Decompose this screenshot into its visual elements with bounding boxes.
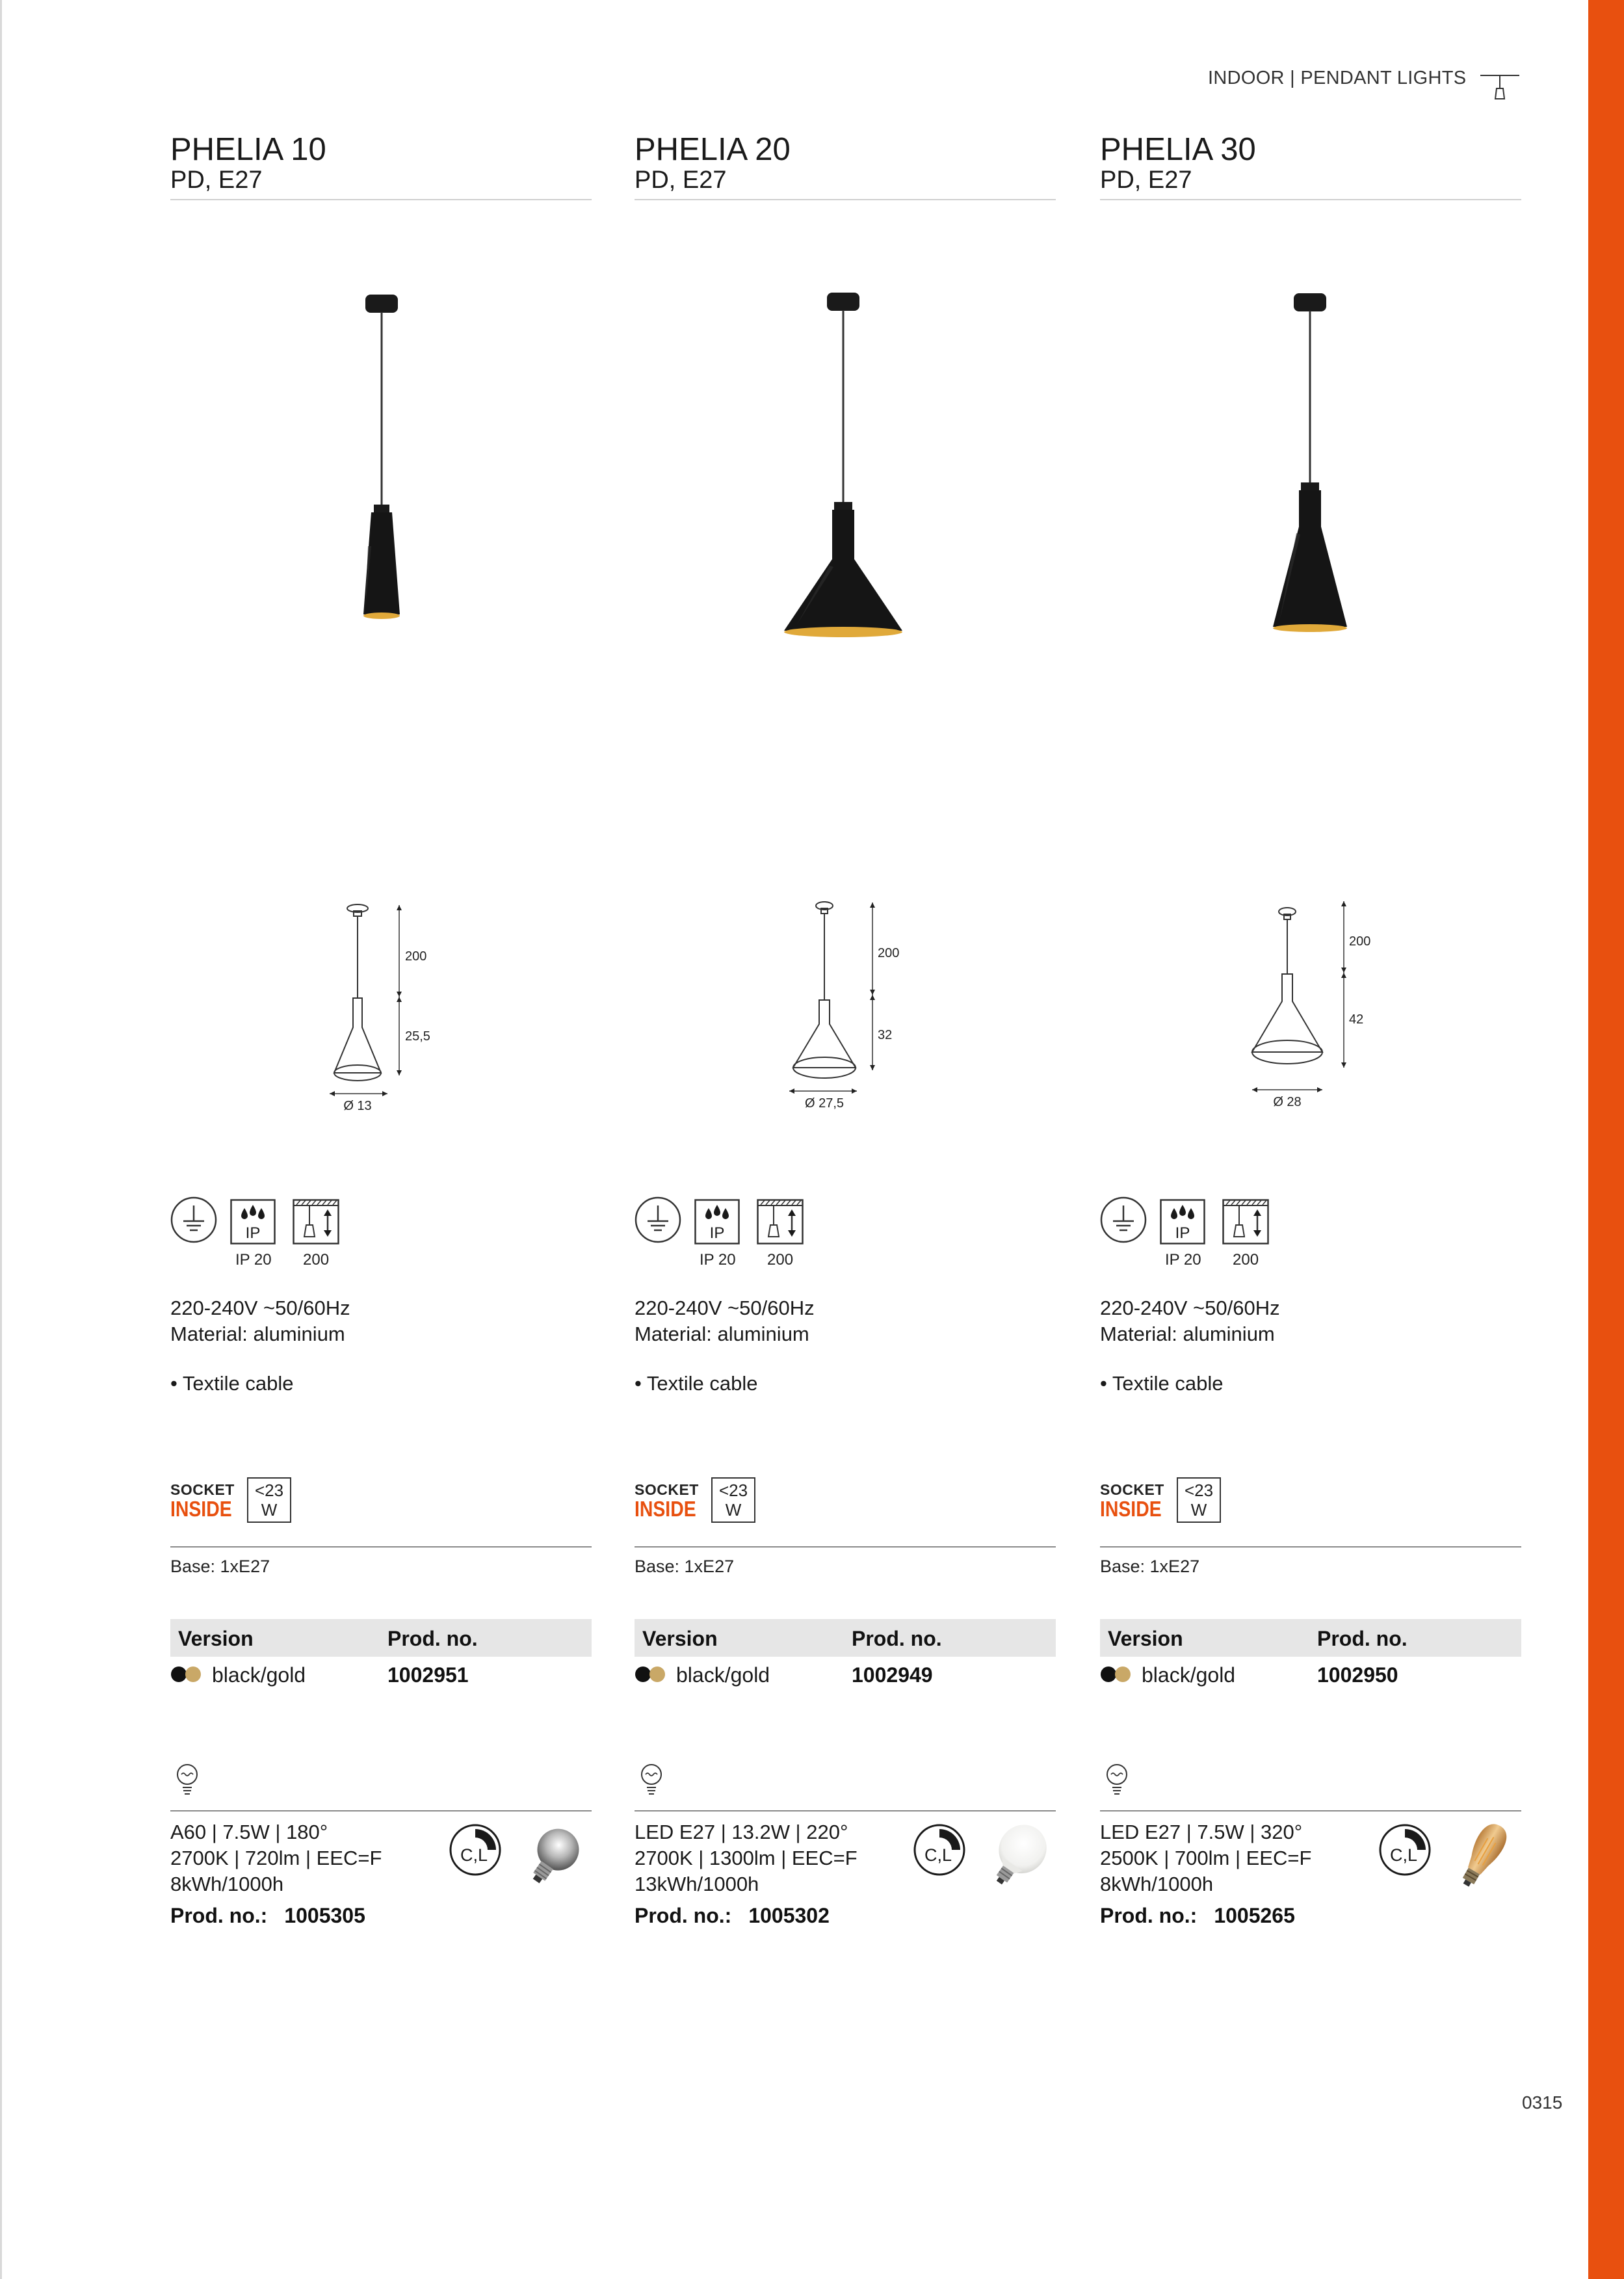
- dimension-drawing: [170, 891, 592, 1125]
- dimension-drawing: [1100, 891, 1521, 1125]
- product-title: PHELIA 20: [635, 132, 791, 167]
- dimmable-cl-icon: [449, 1823, 502, 1877]
- protective-earth-icon: [170, 1196, 217, 1243]
- version-value: black/gold: [1142, 1663, 1236, 1687]
- base-divider: [635, 1546, 1056, 1548]
- lamp-divider: [170, 1810, 592, 1811]
- prod-no-value: 1002951: [387, 1663, 469, 1687]
- ip-rating-caption: IP 20: [235, 1251, 272, 1269]
- dimmable-label: C,L: [1389, 1845, 1418, 1865]
- table-row: [170, 1657, 592, 1689]
- dimension-diameter-label: Ø 27,5: [804, 1096, 845, 1111]
- max-watt-box: [1177, 1477, 1221, 1523]
- max-watt-box: [247, 1477, 291, 1523]
- lamp-prod-no: [1100, 1904, 1295, 1928]
- max-watt-unit: W: [1190, 1500, 1207, 1520]
- version-column-header: Version: [178, 1627, 254, 1650]
- dimmable-cl-icon: [1378, 1823, 1432, 1877]
- lamp-prod-value: 1005265: [1214, 1904, 1295, 1927]
- version-table-header: [170, 1619, 592, 1657]
- accent-side-bar: [1588, 0, 1624, 2279]
- ip-rating-icon: [694, 1199, 740, 1245]
- dimmable-label: C,L: [460, 1845, 488, 1865]
- product-photo: [1100, 273, 1521, 663]
- lamp-divider: [1100, 1810, 1521, 1811]
- category-label: INDOOR | PENDANT LIGHTS: [1208, 68, 1467, 88]
- product-column-phelia-10: [170, 0, 593, 2279]
- lamp-prod-value: 1005302: [748, 1904, 830, 1927]
- light-bulb-icon: [174, 1763, 200, 1797]
- lamp-photo-a60-silver: [515, 1818, 586, 1903]
- page-number: 0315: [1522, 2092, 1563, 2113]
- suspension-caption: 200: [767, 1251, 794, 1269]
- base-divider: [1100, 1546, 1521, 1548]
- base-divider: [170, 1546, 592, 1548]
- lamp-prod-label: Prod. no.:: [170, 1904, 268, 1927]
- color-swatch-icon: [170, 1666, 204, 1683]
- material-text: Material: aluminium: [170, 1323, 345, 1345]
- dimension-drawing: [635, 891, 1056, 1125]
- lamp-spec-line: LED E27 | 7.5W | 320°: [1100, 1821, 1303, 1843]
- ip-label: IP: [709, 1224, 725, 1242]
- max-watt-unit: W: [725, 1500, 742, 1520]
- ip-label: IP: [1175, 1224, 1190, 1242]
- voltage-text: 220-240V ~50/60Hz: [635, 1297, 815, 1319]
- table-row: [1100, 1657, 1521, 1689]
- base-text: Base: 1xE27: [635, 1557, 735, 1576]
- ip-rating-caption: IP 20: [1165, 1251, 1201, 1269]
- lamp-spec-line: A60 | 7.5W | 180°: [170, 1821, 328, 1843]
- prod-no-column-header: Prod. no.: [387, 1627, 478, 1650]
- dimension-diameter-label: Ø 28: [1273, 1095, 1302, 1109]
- prod-no-value: 1002950: [1317, 1663, 1398, 1687]
- version-value: black/gold: [676, 1663, 770, 1687]
- title-divider: [1100, 199, 1521, 200]
- product-title: PHELIA 10: [170, 132, 326, 167]
- lamp-divider: [635, 1810, 1056, 1811]
- lamp-spec-line: 13kWh/1000h: [635, 1873, 759, 1895]
- lamp-prod-no: [170, 1904, 365, 1928]
- max-watt-unit: W: [261, 1500, 278, 1520]
- product-subtitle: PD, E27: [635, 166, 727, 194]
- ip-rating-icon: [1160, 1199, 1205, 1245]
- socket-label: SOCKET: [635, 1481, 699, 1498]
- version-table: [170, 1619, 592, 1689]
- suspension-caption: 200: [1233, 1251, 1259, 1269]
- lamp-photo-led-amber-filament: [1445, 1818, 1516, 1903]
- dimension-height-label: 200: [1349, 934, 1371, 949]
- product-subtitle: PD, E27: [1100, 166, 1192, 194]
- lamp-spec-line: LED E27 | 13.2W | 220°: [635, 1821, 848, 1843]
- product-column-phelia-30: [1100, 0, 1523, 2279]
- lamp-spec-line: 2700K | 720lm | EEC=F: [170, 1847, 382, 1869]
- material-text: Material: aluminium: [1100, 1323, 1275, 1345]
- base-text: Base: 1xE27: [1100, 1557, 1200, 1576]
- light-bulb-icon: [638, 1763, 664, 1797]
- lamp-prod-label: Prod. no.:: [1100, 1904, 1198, 1927]
- spec-text: [1100, 1295, 1280, 1347]
- version-table-header: [1100, 1619, 1521, 1657]
- lamp-spec-line: 2500K | 700lm | EEC=F: [1100, 1847, 1312, 1869]
- max-watt-value: <23: [1184, 1481, 1214, 1500]
- protective-earth-icon: [1100, 1196, 1147, 1243]
- dimension-diameter-label: Ø 13: [343, 1099, 372, 1113]
- max-watt-value: <23: [254, 1481, 284, 1500]
- version-table: [1100, 1619, 1521, 1689]
- page-left-edge: [0, 0, 2, 2279]
- inside-label: INSIDE: [170, 1497, 232, 1521]
- dimension-body-label: 25,5: [405, 1029, 430, 1044]
- title-divider: [170, 199, 592, 200]
- base-text: Base: 1xE27: [170, 1557, 270, 1576]
- prod-no-column-header: Prod. no.: [852, 1627, 942, 1650]
- suspension-length-icon: [1222, 1199, 1269, 1245]
- suspension-length-icon: [757, 1199, 804, 1245]
- product-photo: [170, 273, 592, 663]
- feature-text: • Textile cable: [635, 1372, 758, 1395]
- lamp-spec-text: [1100, 1819, 1311, 1897]
- product-title: PHELIA 30: [1100, 132, 1256, 167]
- feature-icons: [1100, 1194, 1521, 1272]
- lamp-prod-no: [635, 1904, 830, 1928]
- dimension-height-label: 200: [405, 949, 427, 964]
- version-table-header: [635, 1619, 1056, 1657]
- spec-text: [635, 1295, 815, 1347]
- socket-inside-badge: [1100, 1477, 1230, 1523]
- spec-text: [170, 1295, 350, 1347]
- ip-rating-icon: [230, 1199, 276, 1245]
- socket-inside-badge: [170, 1477, 300, 1523]
- product-photo: [635, 273, 1056, 663]
- inside-label: INSIDE: [635, 1497, 696, 1521]
- max-watt-value: <23: [718, 1481, 748, 1500]
- table-row: [635, 1657, 1056, 1689]
- lamp-spec-text: [170, 1819, 382, 1897]
- prod-no-value: 1002949: [852, 1663, 933, 1687]
- dimmable-cl-icon: [913, 1823, 966, 1877]
- protective-earth-icon: [635, 1196, 681, 1243]
- color-swatch-icon: [635, 1666, 668, 1683]
- product-subtitle: PD, E27: [170, 166, 263, 194]
- feature-icons: [635, 1194, 1056, 1272]
- ip-label: IP: [245, 1224, 261, 1242]
- lamp-spec-line: 8kWh/1000h: [170, 1873, 284, 1895]
- socket-label: SOCKET: [1100, 1481, 1164, 1498]
- version-value: black/gold: [212, 1663, 306, 1687]
- lamp-spec-line: 2700K | 1300lm | EEC=F: [635, 1847, 858, 1869]
- lamp-photo-led-opal: [979, 1818, 1051, 1903]
- voltage-text: 220-240V ~50/60Hz: [170, 1297, 350, 1319]
- version-column-header: Version: [642, 1627, 718, 1650]
- light-bulb-icon: [1104, 1763, 1130, 1797]
- lamp-spec-text: [635, 1819, 858, 1897]
- inside-label: INSIDE: [1100, 1497, 1162, 1521]
- lamp-prod-value: 1005305: [284, 1904, 365, 1927]
- dimmable-label: C,L: [924, 1845, 952, 1865]
- version-column-header: Version: [1108, 1627, 1183, 1650]
- ip-rating-caption: IP 20: [700, 1251, 736, 1269]
- version-table: [635, 1619, 1056, 1689]
- prod-no-column-header: Prod. no.: [1317, 1627, 1408, 1650]
- lamp-spec-line: 8kWh/1000h: [1100, 1873, 1214, 1895]
- socket-label: SOCKET: [170, 1481, 235, 1498]
- feature-icons: [170, 1194, 592, 1272]
- dimension-body-label: 32: [878, 1028, 893, 1042]
- voltage-text: 220-240V ~50/60Hz: [1100, 1297, 1280, 1319]
- color-swatch-icon: [1100, 1666, 1134, 1683]
- lamp-prod-label: Prod. no.:: [635, 1904, 732, 1927]
- socket-inside-badge: [635, 1477, 765, 1523]
- dimension-height-label: 200: [878, 946, 900, 960]
- dimension-body-label: 42: [1349, 1012, 1364, 1027]
- suspension-caption: 200: [303, 1251, 330, 1269]
- max-watt-box: [711, 1477, 755, 1523]
- title-divider: [635, 199, 1056, 200]
- material-text: Material: aluminium: [635, 1323, 809, 1345]
- suspension-length-icon: [293, 1199, 339, 1245]
- feature-text: • Textile cable: [170, 1372, 294, 1395]
- product-column-phelia-20: [635, 0, 1057, 2279]
- feature-text: • Textile cable: [1100, 1372, 1224, 1395]
